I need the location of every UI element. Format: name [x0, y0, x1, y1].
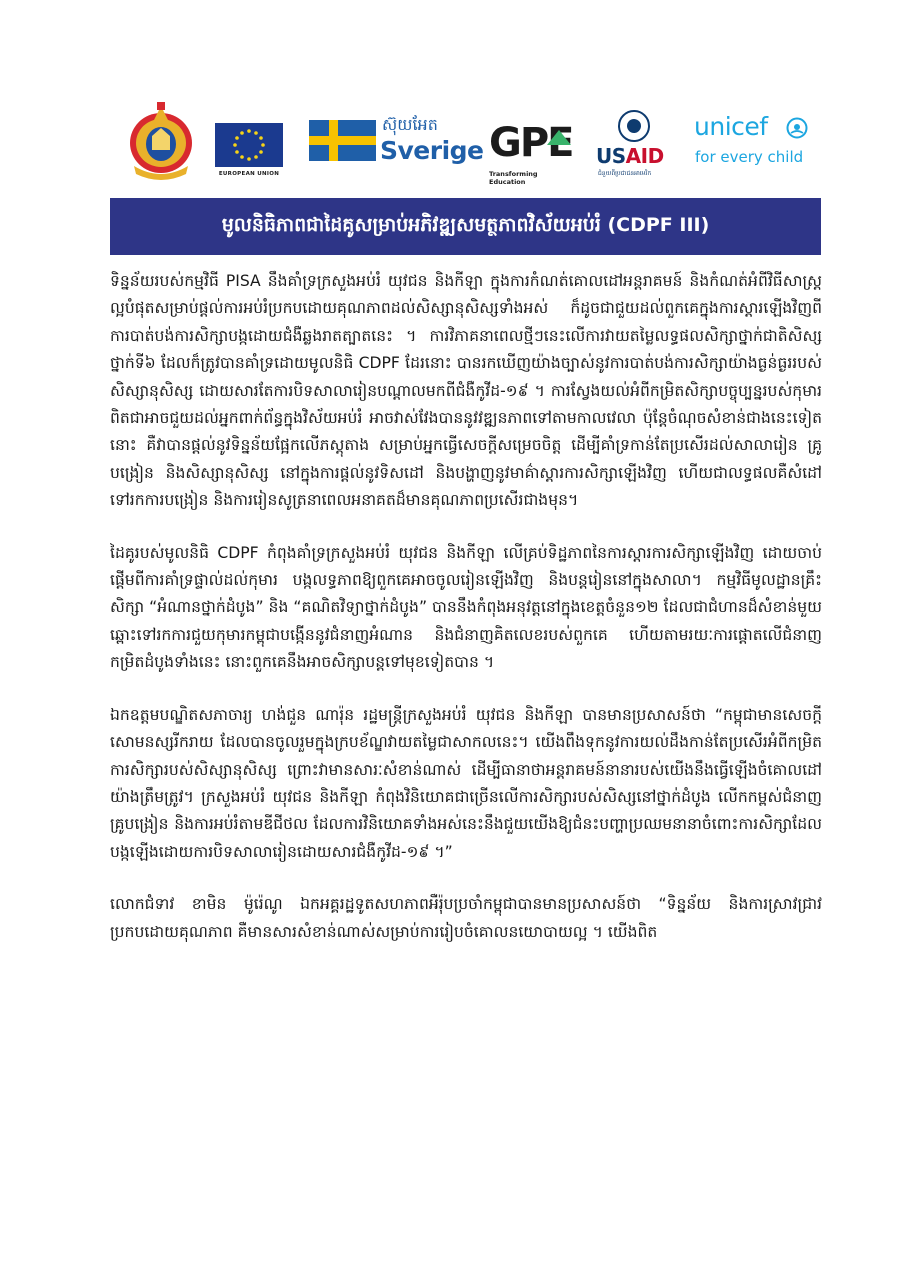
unicef-logo	[694, 112, 808, 172]
paragraph-2: ដៃគូរបស់មូលនិធិ CDPF កំពុងគាំទ្រក្រសួងអប់រំ យុវជន និងកីឡា លើគ្រប់ទិដ្ឋភាពនៃការស្តារការសិក្សាឡើងវិញ ដោយចាប់ផ្តើមពីការគាំទ្រផ្ទាល់ដល់កុមារ បង្កលទ្ធភាពឱ្យពួកគេអាចចូលរៀនឡើងវិញ និងបន្តរៀននៅក្នុងសាលា។ កម្មវិធីមូលដ្ឋានគ្រឹះសិក្សា “អំណានថ្នាក់ដំបូង” និង “គណិតវិទ្យាថ្នាក់ដំបូង” បាននឹងកំពុងអនុវត្តនៅក្នុងខេត្តចំនួន១២ ដែលជាជំហានដ៏សំខាន់មួយឆ្ពោះទៅរកការជួយកុមារកម្ពុជាបង្កើននូវជំនាញអំណាន និងជំនាញគិតលេខរបស់ពួកគេ ហើយតាមរយៈការផ្តោតលើជំនាញកម្រិតដំបូងទាំងនេះ នោះពួកគេនឹងអាចសិក្សាបន្តទៅមុខទៀតបាន ។	[110, 543, 822, 672]
usaid-wordmark-aid: AID	[625, 144, 664, 168]
paragraph-4: លោកជំទាវ ខាមិន ម៉ូរ៉េណូ ឯកអគ្គរដ្ឋទូតសហភាពអឺរ៉ុបប្រចាំកម្ពុជាបានមានប្រសាសន៍ថា “ទិន្នន័យ និងការស្រាវជ្រាវប្រកបដោយគុណភាព គឺមានសារសំខាន់ណាស់សម្រាប់ការរៀបចំគោលនយោបាយល្អ ។ យើងពិត	[110, 895, 822, 941]
moeys-emblem-icon	[128, 100, 194, 182]
sverige-khmer-label: ស៊ុយអែត	[382, 115, 438, 134]
eu-flag-icon	[215, 123, 283, 167]
unicef-tagline: for every child	[695, 148, 804, 166]
paragraph-1: ទិន្នន័យរបស់កម្មវិធី PISA នឹងគាំទ្រក្រសួងអប់រំ យុវជន និងកីឡា ក្នុងការកំណត់គោលដៅអន្តរាគមន៍ និងកំណត់អំពីវិធីសាស្រ្តល្អបំផុតសម្រាប់ផ្តល់ការអប់រំប្រកបដោយគុណភាពដល់សិស្សានុសិស្សទាំងអស់ ក៏ដូចជាជួយដល់ពួកគេក្នុងការស្តារឡើងវិញពីការបាត់បង់ការសិក្សាបង្កដោយជំងឺឆ្លងរាតត្បាតនេះ ។ ការវិភាគនាពេលថ្មីៗនេះលើការវាយតម្លៃលទ្ធផលសិក្សាថ្នាក់ជាតិសិស្សថ្នាក់ទី៦ ដែលក៏ត្រូវបានគាំទ្រដោយមូលនិធិ CDPF ដែរនោះ បានរកឃើញយ៉ាងច្បាស់នូវការបាត់បង់ការសិក្សាយ៉ាងធ្ងន់ធ្ងររបស់សិស្សានុសិស្ស ដោយសារតែការបិទសាលារៀនបណ្តាលមកពីជំងឺកូវីដ-១៩ ។ ការស្វែងយល់អំពីកម្រិតសិក្សាបច្ចុប្បន្នរបស់កុមារ ពិតជាអាចជួយដល់អ្នកពាក់ព័ន្ធក្នុងវិស័យអប់រំ អាចវាស់វែងបាននូវវឌ្ឍនភាពទៅតាមកាលវេលា ប៉ុន្តែចំណុចសំខាន់ជាងនេះទៀតនោះ គឺវាបានផ្តល់នូវទិន្នន័យផ្អែកលើភស្តុតាង សម្រាប់អ្នកធ្វើសេចក្តីសម្រេចចិត្ត ដើម្បីគាំទ្រកាន់តែប្រសើរដល់សាលារៀន គ្រូបង្រៀន និងសិស្សានុសិស្ស នៅក្នុងការផ្តល់នូវទិសដៅ និងបង្ហាញនូវមាគ៌ាស្តារការសិក្សាឡើងវិញ ហើយជាលទ្ធផលគឺសំដៅទៅរកការបង្រៀន និងការរៀនសូត្រនាពេលអនាគតដ៏មានគុណភាពប្រសើរជាងមុន។	[110, 272, 822, 510]
usaid-logo	[596, 110, 674, 180]
gpe-logo	[489, 120, 579, 186]
sverige-logo	[309, 115, 484, 166]
gpe-arrow-icon	[547, 130, 571, 145]
usaid-wordmark-us: US	[596, 144, 626, 168]
gpe-caption-line2: Education	[489, 178, 526, 186]
gpe-caption-line1: Transforming	[489, 170, 538, 178]
gpe-caption	[489, 170, 538, 186]
unicef-globe-icon	[786, 117, 808, 143]
usaid-wordmark	[596, 144, 664, 168]
sweden-flag-icon	[309, 120, 376, 161]
eu-logo	[215, 123, 283, 177]
banner-title: មូលនិធិភាពជាដៃគូសម្រាប់អភិវឌ្ឍសមត្ថភាពវិស័យអប់រំ (CDPF III)	[221, 213, 710, 236]
eu-caption: EUROPEAN UNION	[218, 171, 280, 177]
partner-logo-strip	[128, 98, 808, 188]
usaid-khmer-tagline: ជំនួយពីប្រជាជនអាមេរិក	[598, 170, 652, 177]
article-body	[110, 268, 822, 1258]
paragraph-3: ឯកឧត្តមបណ្ឌិតសភាចារ្យ ហង់ជួន ណារ៉ុន រដ្ឋមន្ត្រីក្រសួងអប់រំ យុវជន និងកីឡា បានមានប្រសាសន៍ថា “កម្ពុជាមានសេចក្តីសោមនស្សរីករាយ ដែលបានចូលរួមក្នុងក្របខ័ណ្ឌវាយតម្លៃជាសាកលនេះ។ យើងពឹងទុកនូវការយល់ដឹងកាន់តែប្រសើរអំពីកម្រិតការសិក្សារបស់សិស្សានុសិស្ស ព្រោះវាមានសារៈសំខាន់ណាស់ ដើម្បីធានាថាអន្តរាគមន៍នានារបស់យើងនឹងធ្វើឡើងចំគោលដៅយ៉ាងត្រឹមត្រូវ។ ក្រសួងអប់រំ យុវជន និងកីឡា កំពុងវិនិយោគជាច្រើនលើការសិក្សារបស់សិស្សនៅថ្នាក់ដំបូង លើកកម្ពស់ជំនាញគ្រូបង្រៀន និងការអប់រំតាមឌីជីថល ដែលការវិនិយោគទាំងអស់នេះនឹងជួយយើងឱ្យជំនះបញ្ហាប្រឈមនានាចំពោះការសិក្សាដែលបង្កឡើងដោយការបិទសាលារៀនដោយសារជំងឺកូវីដ-១៩ ។”	[110, 705, 822, 861]
sverige-label: Sverige	[380, 136, 484, 165]
unicef-wordmark: unicef	[694, 112, 768, 141]
usaid-seal-icon	[618, 110, 650, 142]
title-banner	[110, 198, 821, 255]
gpe-wordmark: GPE	[489, 120, 573, 166]
